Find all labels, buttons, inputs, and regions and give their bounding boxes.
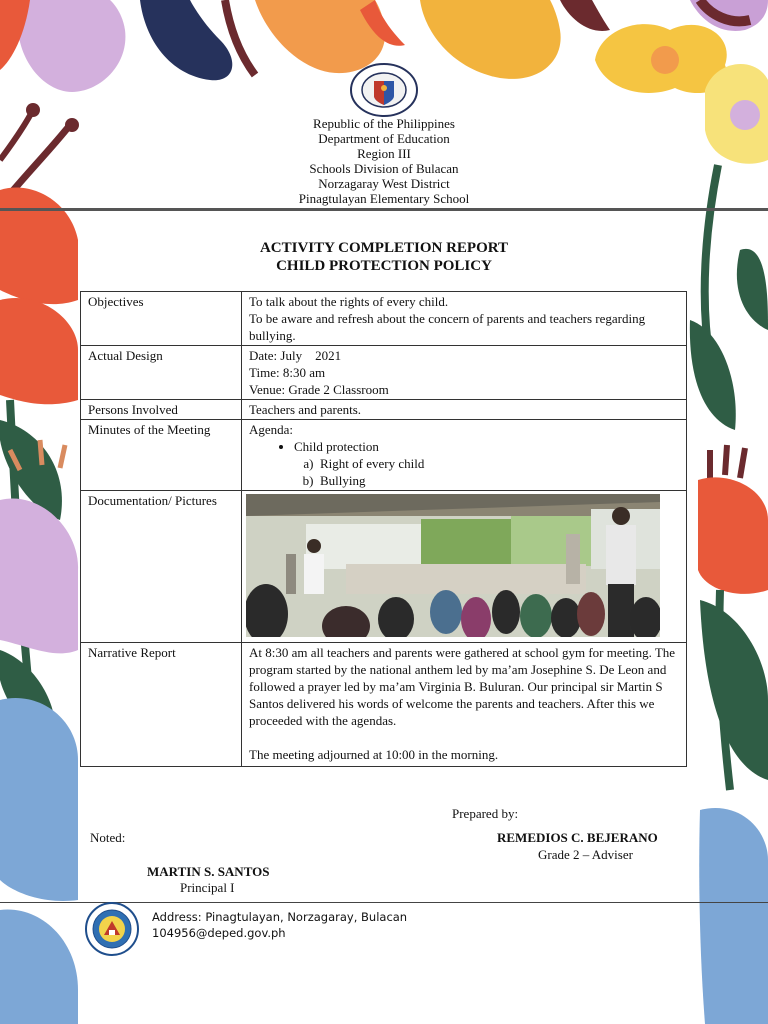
row-persons [81,400,687,420]
agenda-item-b: b. Bullying [320,472,680,489]
minutes-value [242,420,687,491]
leaf-right-green-lower [700,600,768,780]
flower-top-left-lilac [17,0,125,92]
minutes-label: Minutes of the Meeting [81,420,242,491]
objectives-label: Objectives [81,292,242,346]
narrative-label: Narrative Report [81,643,242,767]
header-department: Department of Education [318,131,450,146]
design-value [242,346,687,400]
flower-center-orange [651,46,679,74]
deped-seal [349,63,419,117]
design-time: Time: 8:30 am [249,365,326,380]
objectives-value [242,292,687,346]
header-district: Norzagaray West District [318,176,450,191]
narrative-closing: The meeting adjourned at 10:00 in the morning. [249,747,499,762]
noter-name: MARTIN S. SANTOS [147,864,270,879]
flower-top-mustard [420,0,561,79]
design-venue: Venue: Grade 2 Classroom [249,382,389,397]
bud-left-maroon-a [65,118,79,132]
row-design [81,346,687,400]
preparer-role: Grade 2 – Adviser [538,847,633,862]
title-line-1: ACTIVITY COMPLETION REPORT [259,240,509,256]
agenda-item-a: a. Right of every child [320,455,680,472]
row-minutes [81,420,687,491]
documentation-label: Documentation/ Pictures [81,491,242,643]
stem-left-maroon-b [0,110,33,160]
leaf-top-maroon [560,0,610,31]
design-label: Actual Design [81,346,242,400]
narrative-value [242,643,687,767]
prepared-by-label: Prepared by: [452,806,519,821]
row-documentation [81,491,687,643]
header-division: Schools Division of Bulacan [309,161,459,176]
flower-left-lilac [0,498,78,653]
leaf-top-navy [140,0,232,80]
leaf-right-green [737,249,768,330]
report-title [184,239,584,275]
persons-label: Persons Involved [81,400,242,420]
agenda-bullet [294,438,680,489]
header-republic: Republic of the Philippines [313,116,455,131]
stems-right-maroon [710,445,745,480]
noter-role: Principal I [180,880,235,895]
header-divider [0,208,768,211]
row-objectives [81,292,687,346]
objective-2: To be aware and refresh about the concern of parents and teachers regarding bullying. [249,311,646,343]
header-block [184,116,584,206]
noted-label: Noted: [90,830,126,845]
title-line-2: CHILD PROTECTION POLICY [276,258,492,274]
leaf-left-blue-lower [0,910,78,1024]
design-date: Date: July 2021 [249,348,342,363]
footer-address: Address: Pinagtulayan, Norzagaray, Bulacan [152,910,408,924]
footer-email[interactable]: 104956@deped.gov.ph [152,926,286,940]
flower-right-red [698,477,768,594]
flower-left-blue [0,698,78,901]
flower-right-blue [699,808,768,1024]
agenda-sublist [294,455,680,489]
agenda-bullet-text: Child protection [294,439,379,454]
school-seal [80,902,144,956]
flower-left-red-lower [0,298,78,404]
footer-contact [152,909,407,941]
bud-left-maroon-b [26,103,40,117]
report-table [80,291,687,767]
header-region: Region III [357,146,411,161]
row-narrative [81,643,687,767]
agenda-label: Agenda: [249,422,294,437]
narrative-paragraph: At 8:30 am all teachers and parents were gathered at school gym for meeting. The program started by the national anthem led by ma’am Josephine S. De Leon and followed a prayer led by ma’am Virginia B. Buluran. Our principal sir Martin S Santos delivered his words of welcome the parents and teachers. After this we proceeded with the agendas. [249,645,676,728]
preparer-name: REMEDIOS C. BEJERANO [497,830,658,845]
flower-left-red-upper [0,187,78,304]
flower-right-yellow-center [730,100,760,130]
objective-1: To talk about the rights of every child. [249,294,449,309]
header-school: Pinagtulayan Elementary School [298,191,470,206]
documentation-value [242,491,687,643]
persons-value: Teachers and parents. [242,400,687,420]
narrative-spacer [249,729,680,746]
meeting-photo [246,494,660,637]
agenda-list [249,438,680,489]
leaf-right-green-b [690,320,736,430]
